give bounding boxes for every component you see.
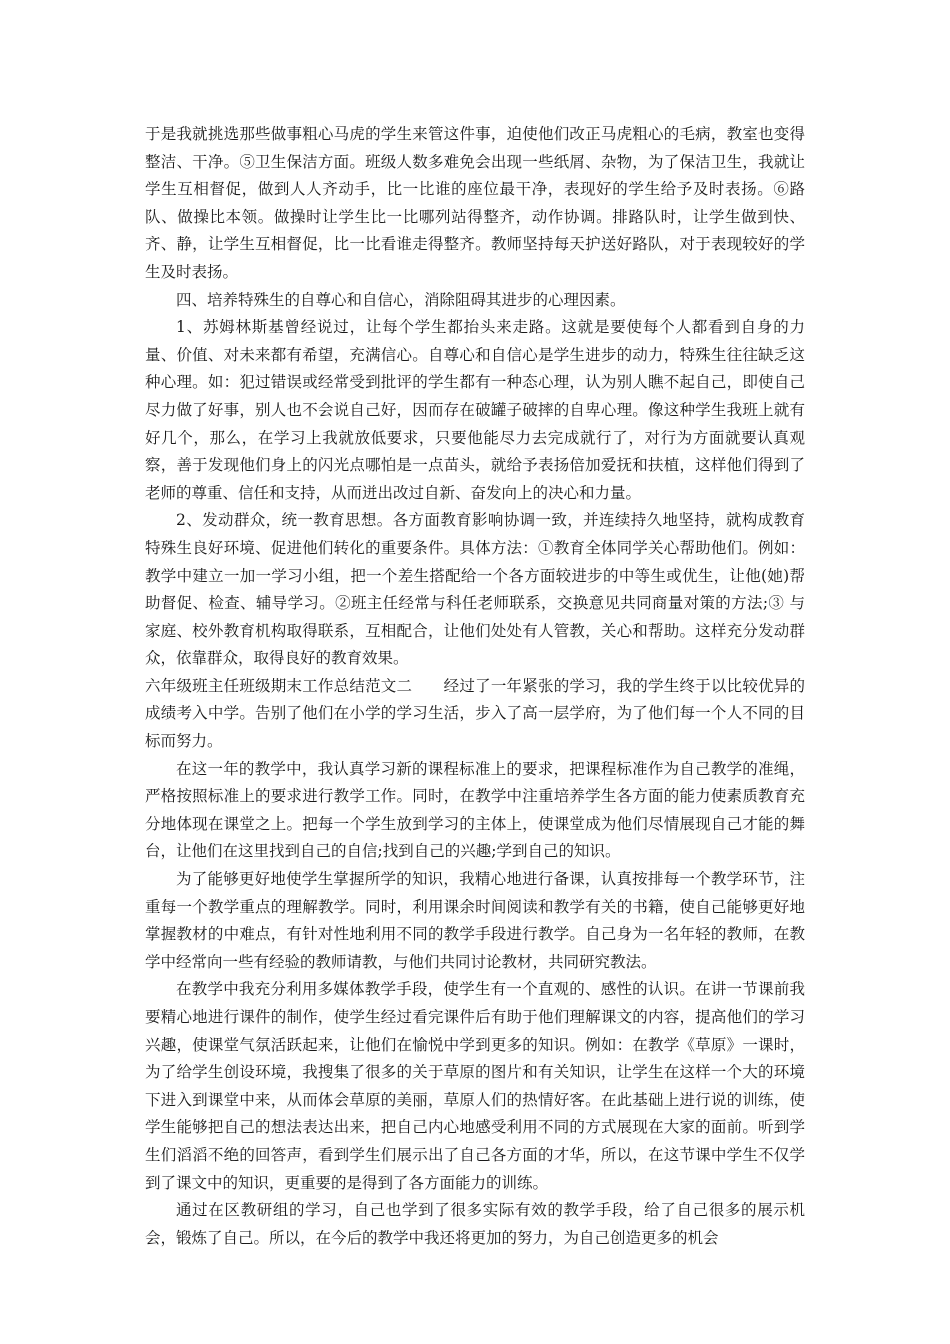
paragraph-7: 为了能够更好地使学生掌握所学的知识，我精心地进行备课，认真按排每一个教学环节，注重每一个教学重点的理解教学。同时，利用课余时间阅读和教学有关的书籍，使自己能够更好地掌握教材的中难点，有针对性地利用不同的教学手段进行教学。自己身为一名年轻的教师，在教学中经常向一些有经验的教师请教，与他们共同讨论教材，共同研究教法。 xyxy=(145,870,805,971)
paragraph-6: 在这一年的教学中，我认真学习新的课程标准上的要求，把课程标准作为自己教学的准绳，严格按照标准上的要求进行教学工作。同时，在教学中注重培养学生各方面的能力使素质教育充分地体现在课堂之上。把每一个学生放到学习的主体上，使课堂成为他们尽情展现自己才能的舞台，让他们在这里找到自己的自信;找到自己的兴趣;学到自己的知识。 xyxy=(145,759,805,861)
paragraph-4: 2、发动群众，统一教育思想。各方面教育影响协调一致，并连续持久地坚持，就构成教育特殊生良好环境、促进他们转化的重要条件。具体方法：①教育全体同学关心帮助他们。例如：教学中建立一加一学习小组，把一个差生搭配给一个各方面较进步的中等生或优生，让他(她)帮助督促、检查、辅导学习。②班主任经常与科任老师联系，交换意见共同商量对策的方法;③ 与家庭、校外教育机构取得联系，互相配合，让他们处处有人管教，关心和帮助。这样充分发动群众，依靠群众，取得良好的教育效果。 xyxy=(145,511,805,668)
paragraph-5-title-and-intro: 六年级班主任班级期末工作总结范文二 经过了一年紧张的学习，我的学生终于以比较优异的成绩考入中学。告别了他们在小学的学习生活，步入了高一层学府，为了他们每一个人不同的目标而努力。 xyxy=(145,676,805,751)
paragraph-1: 于是我就挑选那些做事粗心马虎的学生来管这件事，迫使他们改正马虎粗心的毛病，教室也变得整洁、干净。⑤卫生保洁方面。班级人数多难免会出现一些纸屑、杂物，为了保洁卫生，我就让学生互相督促，做到人人齐动手，比一比谁的座位最干净，表现好的学生给予及时表扬。⑥路队、做操比本领。做操时让学生比一比哪列站得整齐，动作协调。排路队时，让学生做到快、齐、静，让学生互相督促，比一比看谁走得整齐。教师坚持每天护送好路队，对于表现较好的学生及时表扬。 xyxy=(145,125,805,281)
section-heading-4: 四、培养特殊生的自尊心和自信心，消除阻碍其进步的心理因素。 xyxy=(176,290,626,309)
paragraph-8: 在教学中我充分利用多媒体教学手段，使学生有一个直观的、感性的认识。在讲一节课前我要精心地进行课件的制作，使学生经过看完课件后有助于他们理解课文的内容，提高他们的学习兴趣，使课堂气氛活跃起来，让他们在愉悦中学到更多的知识。例如：在教学《草原》一课时，为了给学生创设环境，我搜集了很多的关于草原的图片和有关知识，让学生在这样一个大的环境下进入到课堂中来，从而体会草原的美丽，草原人们的热情好客。在此基础上进行说的训练，使学生能够把自己的想法表达出来，把自己内心地感受利用不同的方式展现在大家的面前。听到学生们滔滔不绝的回答声，看到学生们展示出了自己各方面的才华，所以，在这节课中学生不仅学到了课文中的知识，更重要的是得到了各方面能力的训练。 xyxy=(145,980,805,1192)
paragraph-9: 通过在区教研组的学习，自己也学到了很多实际有效的教学手段，给了自己很多的展示机会，锻炼了自己。所以，在今后的教学中我还将更加的努力，为自己创造更多的机会 xyxy=(145,1201,805,1247)
document-body xyxy=(145,121,805,1252)
paragraph-3: 1、苏姆林斯基曾经说过，让每个学生都抬头来走路。这就是要使每个人都看到自身的力量、价值、对未来都有希望，充满信心。自尊心和自信心是学生进步的动力，特殊生往往缺乏这种心理。如：犯过错误或经常受到批评的学生都有一种态心理，认为别人瞧不起自己，即使自己尽力做了好事，别人也不会说自己好，因而存在破罐子破摔的自卑心理。像这种学生我班上就有好几个，那么，在学习上我就放低要求，只要他能尽力去完成就行了，对行为方面就要认真观察，善于发现他们身上的闪光点哪怕是一点苗头，就给予表扬倍加爱抚和扶植，这样他们得到了老师的尊重、信任和支持，从而迸出改过自新、奋发向上的决心和力量。 xyxy=(145,318,805,502)
